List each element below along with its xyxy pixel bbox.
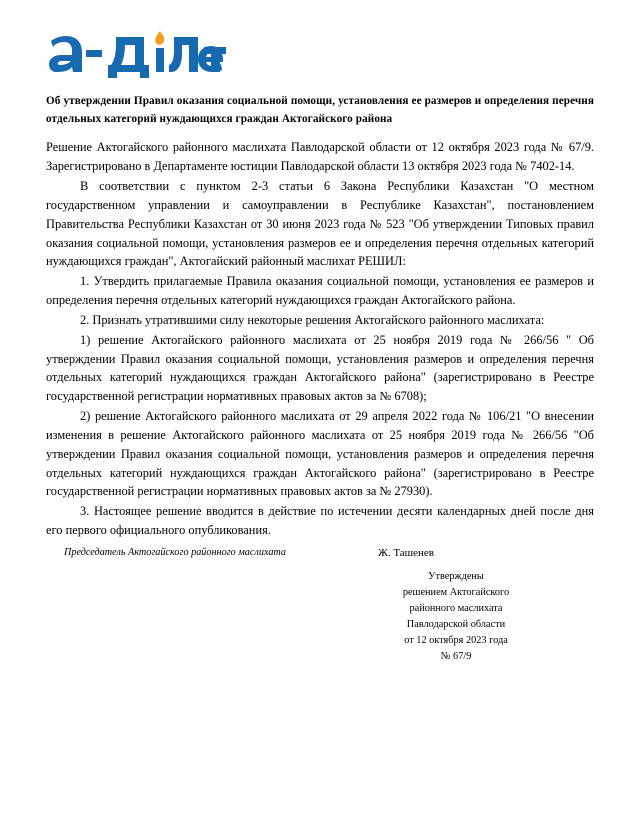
approval-line-2: решением Актогайского (402, 586, 510, 598)
document-title: Об утверждении Правил оказания социальной помощи, установления ее размеров и определения перечня отдельных категорий нуждающихся граждан Актогайского района (46, 95, 594, 126)
paragraph-item-2-2: 2) решение Актогайского районного маслихата от 29 апреля 2022 года № 106/21 "О внесении изменения в решение Актогайского районного маслихата от 25 ноября 2019 года № 266/56 "Об утверждении Правил оказания социальной помощи, установления размеров и определения перечня отдельных категорий нуждающихся граждан Актогайского района" (зарегистрировано в Реестре государственной регистрации нормативных правовых актов за № 27930). (46, 409, 594, 499)
paragraph-item-3: 3. Настоящее решение вводится в действие по истечении десяти календарных дней после дня его первого официального опубликования. (46, 504, 594, 538)
paragraph-item-1: 1. Утвердить прилагаемые Правила оказания социальной помощи, установления ее размеров и определения перечня отдельных категорий нуждающихся граждан Актогайского района. (46, 274, 594, 308)
paragraph-item-2: 2. Признать утратившими силу некоторые решения Актогайского районного маслихата: (80, 312, 545, 327)
paragraph-preamble: В соответствии с пунктом 2-3 статьи 6 Закона Республики Казахстан "О местном государственном управлении и самоуправлении в Республике Казахстан", постановлением Правительства Республики Казахстан от 30 июня 2023 года № 523 "Об утверждении Типовых правил оказания социальной помощи, установления размеров ее и определения перечня отдельных категорий нуждающихся граждан", Актогайский районный маслихат РЕШИЛ: (46, 178, 594, 269)
signature-row (46, 547, 594, 559)
signature-role: Председатель Актогайского районного маслихата (64, 547, 286, 558)
approval-block (376, 569, 536, 665)
approval-line-3: районного маслихата (409, 602, 503, 614)
adilet-logo[interactable] (46, 28, 594, 82)
adilet-logo-graphic (46, 28, 226, 82)
approval-line-1: Утверждены (428, 571, 484, 582)
paragraph-reference: Решение Актогайского районного маслихата Павлодарской области от 12 октября 2023 года № 67/9. Зарегистрировано в Департаменте юстиции Павлодарской области 13 октября 2023 года № 7402-14. (46, 140, 594, 174)
signature-name: Ж. Ташенев (378, 547, 434, 559)
approval-line-6: № 67/9 (440, 650, 472, 662)
approval-line-5: от 12 октября 2023 года (404, 634, 508, 646)
paragraph-item-2-1: 1) решение Актогайского районного маслихата от 25 ноября 2019 года № 266/56 " Об утверждении Правил оказания социальной помощи, установления размеров и определения перечня отдельных категорий нуждающихся граждан Актогайского района" (зарегистрировано в Реестре государственной регистрации нормативных правовых актов за № 6708); (46, 332, 594, 404)
approval-line-4: Павлодарской области (406, 618, 506, 630)
